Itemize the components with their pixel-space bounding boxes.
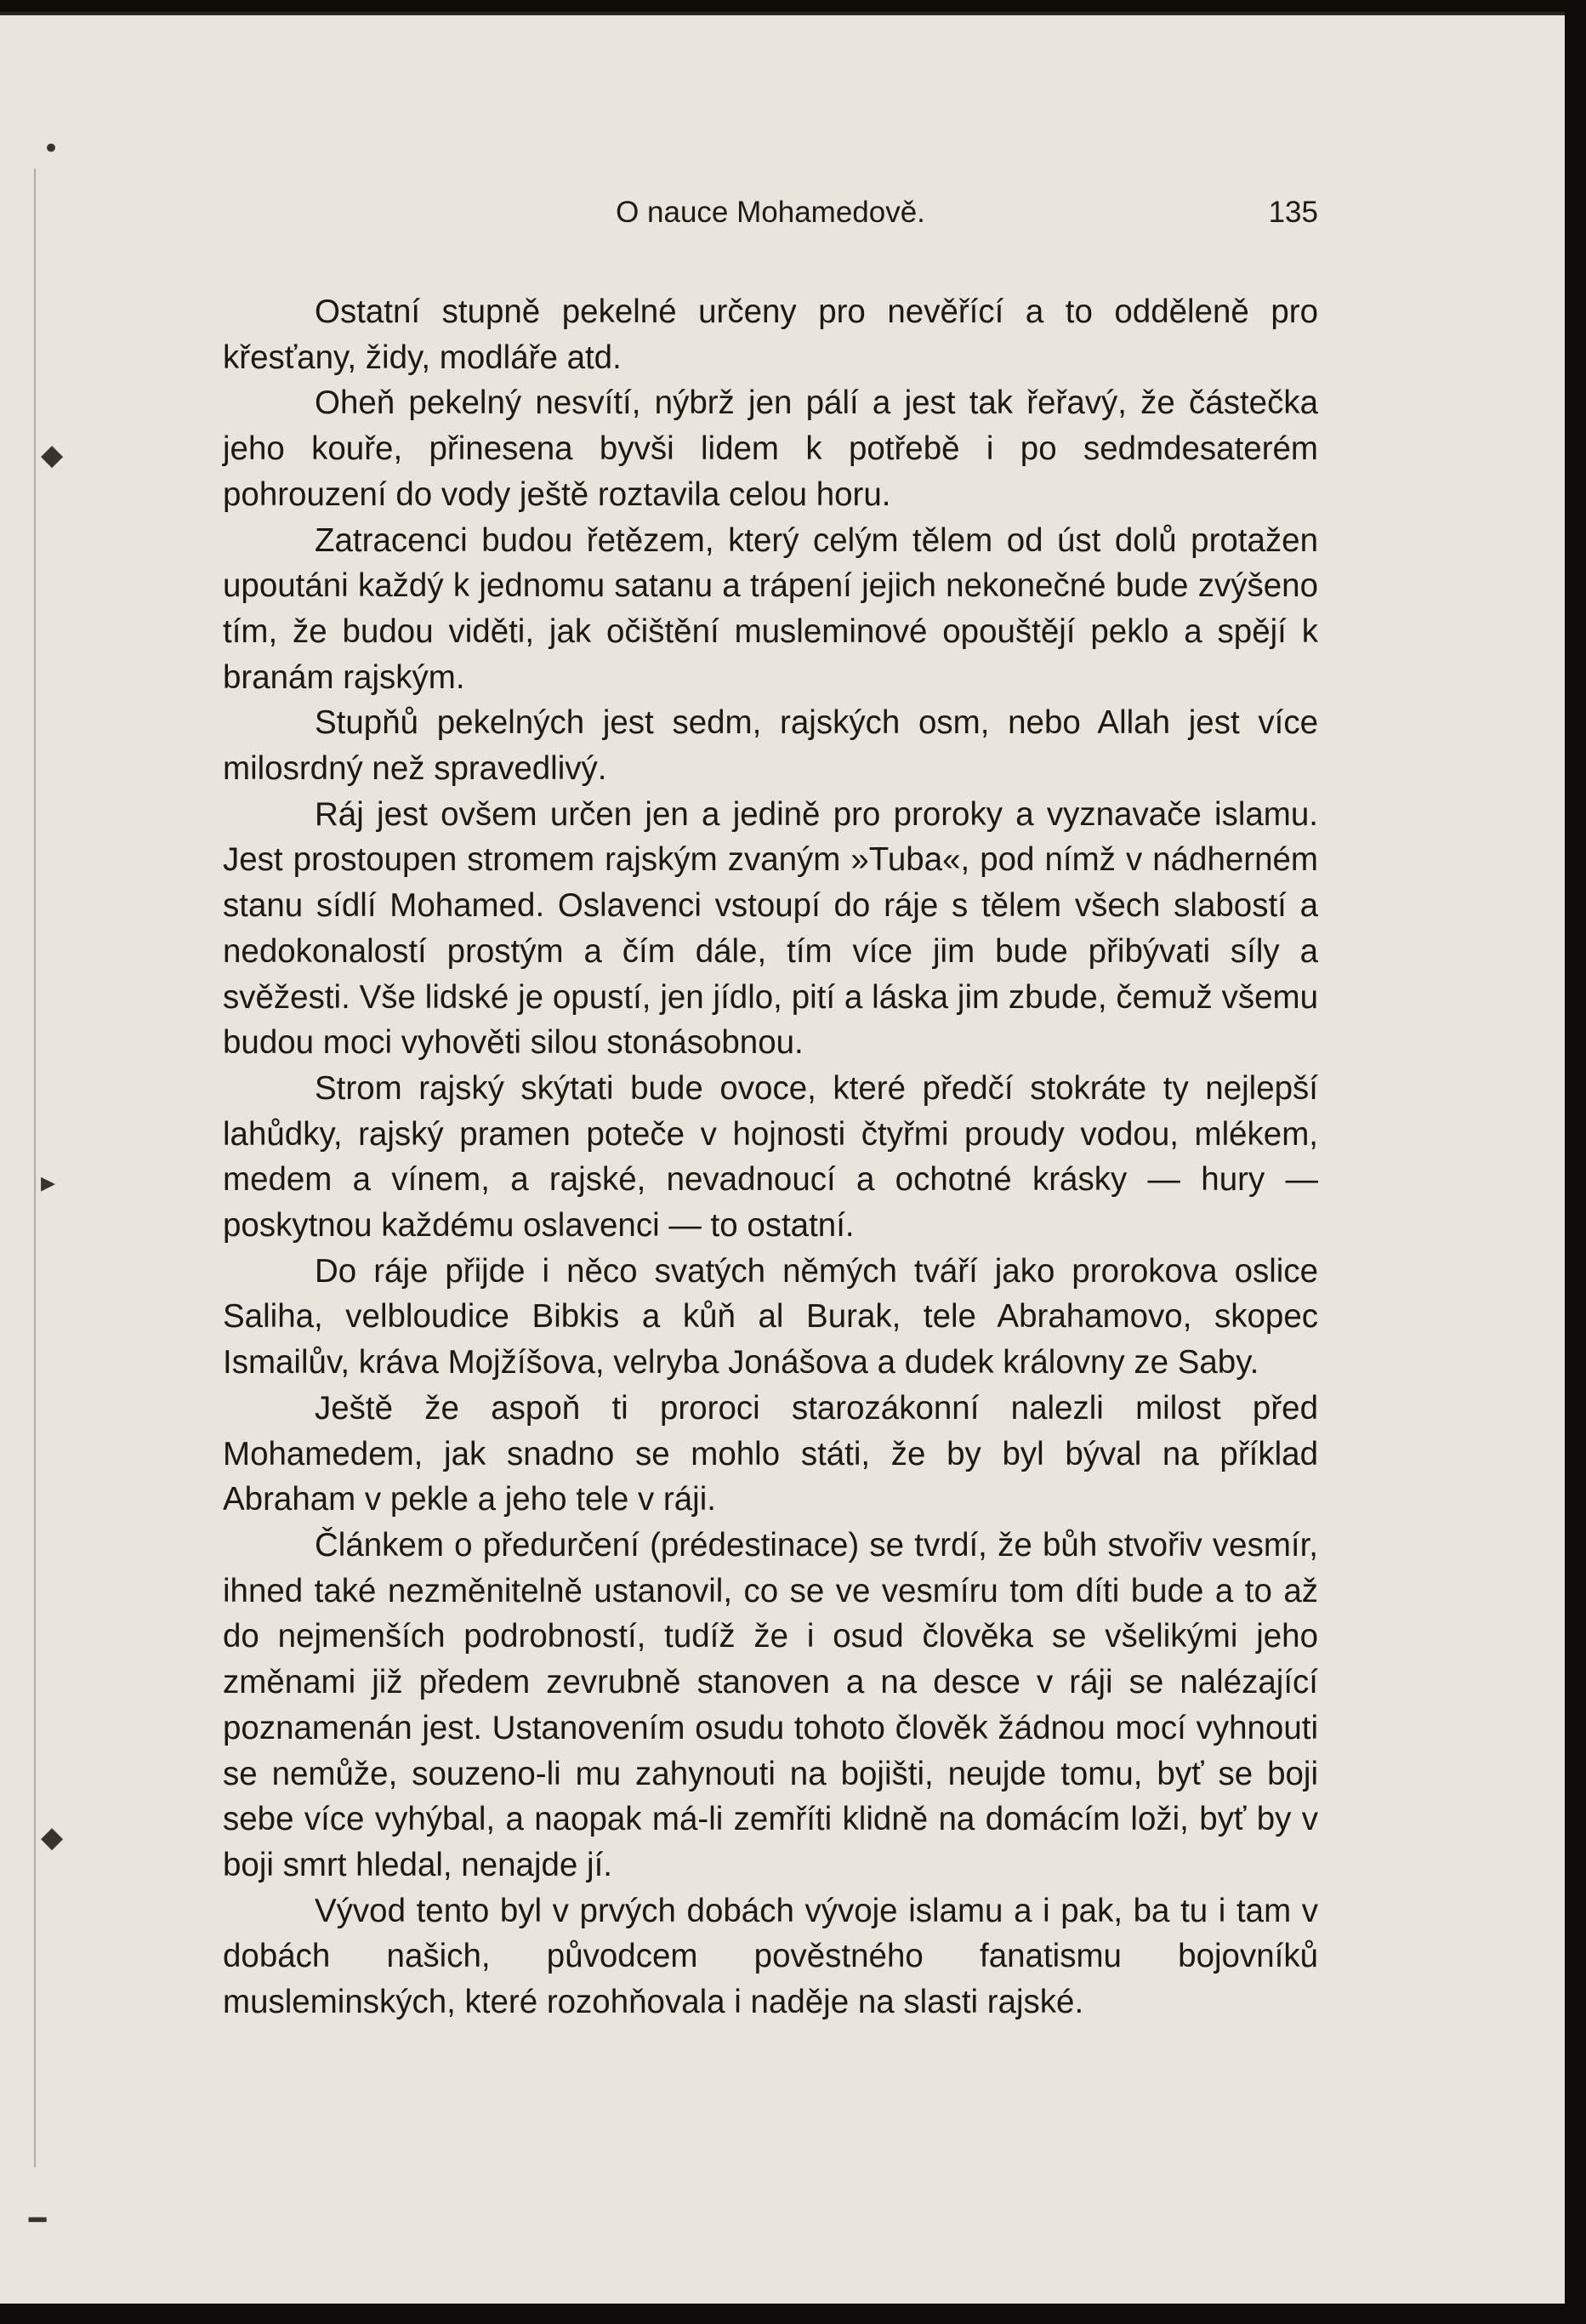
paragraph-3: Zatracenci budou řetězem, který celým tělem od úst dolů protažen upoutáni každý k jednomu satanu a trápení jejich nekonečné bude zvýšeno tím, že budou viděti, jak očištění musleminové opouštějí peklo a spějí k branám rajským. bbox=[223, 521, 1318, 696]
running-title: O nauce Mohamedově. bbox=[616, 196, 925, 229]
margin-mark-2: ◆ bbox=[41, 438, 64, 472]
book-page bbox=[0, 12, 1565, 2304]
paragraph-2: Oheň pekelný nesvítí, nýbrž jen pálí a jest tak řeřavý, že částečka jeho kouře, přinesena byvši lidem k potřebě i po sedmdesaterém pohrouzení do vody ještě roztavila celou horu. bbox=[223, 384, 1318, 513]
page-header bbox=[223, 196, 1318, 238]
page-edge-line bbox=[34, 168, 36, 2167]
body-text bbox=[223, 289, 1318, 2025]
margin-mark-4: ◆ bbox=[41, 1820, 64, 1854]
paragraph-7: Do ráje přijde i něco svatých němých tváří jako prorokova oslice Saliha, velbloudice Bibkis a kůň al Burak, tele Abrahamovo, skopec Ismailův, kráva Mojžíšova, velryba Jonášova a dudek královny ze Saby. bbox=[223, 1252, 1318, 1381]
paragraph-4: Stupňů pekelných jest sedm, rajských osm, nebo Allah jest více milosrdný než spravedlivý. bbox=[223, 704, 1318, 788]
page-number: 135 bbox=[1268, 196, 1318, 229]
paragraph-10: Vývod tento byl v prvých dobách vývoje islamu a i pak, ba tu i tam v dobách našich, původcem pověstného fanatismu bojovníků musleminských, které rozohňovala i naděje na slasti rajské. bbox=[223, 1892, 1318, 2021]
paragraph-8: Ještě že aspoň ti proroci starozákonní nalezli milost před Mohamedem, jak snadno se mohlo státi, že by byl býval na příklad Abraham v pekle a jeho tele v ráji. bbox=[223, 1389, 1318, 1518]
paragraph-6: Strom rajský skýtati bude ovoce, které předčí stokráte ty nejlepší lahůdky, rajský pramen poteče v hojnosti čtyřmi proudy vodou, mlékem, medem a vínem, a rajské, nevadnoucí a ochotné krásky — hury — poskytnou každému oslavenci — to ostatní. bbox=[223, 1069, 1318, 1245]
margin-mark-5: ━ bbox=[29, 2203, 47, 2237]
paragraph-9: Článkem o předurčení (prédestinace) se tvrdí, že bůh stvořiv vesmír, ihned také nezměnitelně ustanovil, co se ve vesmíru tom díti bude a to až do nejmenších podrobností, tudíž že i osud člověka se všelikými jeho změnami již předem zevrubně stanoven a na desce v ráji se nalézající poznamenán jest. Ustanovením osudu tohoto člověk žádnou mocí vyhnouti se nemůže, souzeno-li mu zahynouti na bojišti, neujde tomu, byť se boji sebe více vyhýbal, a naopak má-li zemříti klidně na domácím loži, byť by v boji smrt hledal, nenajde jí. bbox=[223, 1526, 1318, 1883]
paragraph-1: Ostatní stupně pekelné určeny pro nevěřící a to odděleně pro křesťany, židy, modláře atd. bbox=[223, 293, 1318, 376]
margin-mark-1: • bbox=[43, 132, 60, 166]
paragraph-5: Ráj jest ovšem určen jen a jedině pro proroky a vyznavače islamu. Jest prostoupen stromem rajským zvaným »Tuba«, pod nímž v nádherném stanu sídlí Mohamed. Oslavenci vstoupí do ráje s tělem všech slabostí a nedokonalostí prostým a čím dále, tím více jim bude přibývati síly a svěžesti. Vše lidské je opustí, jen jídlo, pití a láska jim zbude, čemuž všemu budou moci vyhověti silou stonásobnou. bbox=[223, 795, 1318, 1062]
margin-mark-3: ▸ bbox=[41, 1165, 56, 1199]
